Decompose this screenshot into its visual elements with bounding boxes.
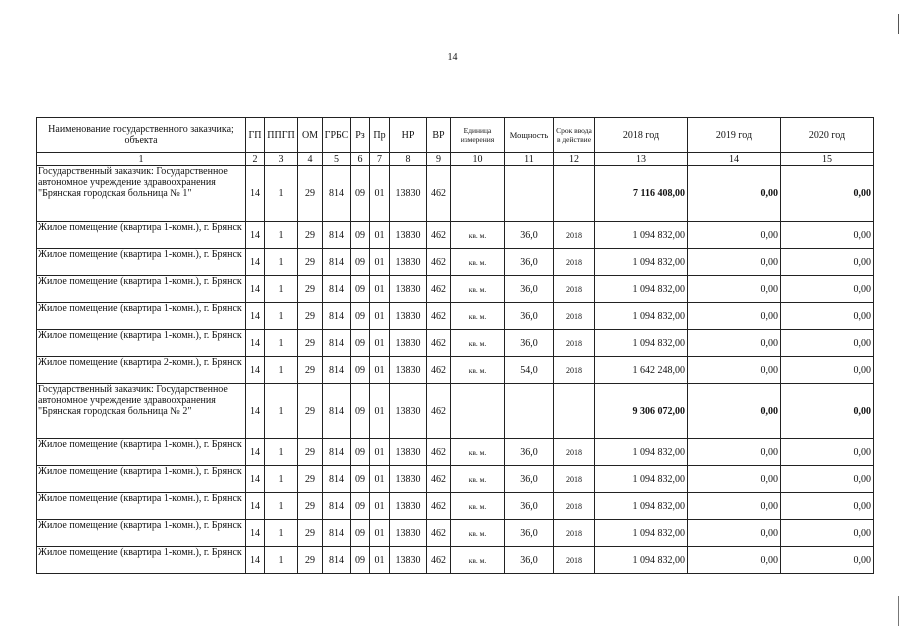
header-grbs: ГРБС [323, 118, 351, 153]
om-cell: 29 [298, 520, 323, 547]
om-cell: 29 [298, 439, 323, 466]
table-row [37, 466, 874, 493]
vr-cell: 462 [427, 249, 451, 276]
nr-cell: 13830 [390, 249, 427, 276]
object-name-cell: Жилое помещение (квартира 1-комн.), г. Брянск [37, 276, 246, 303]
nr-cell: 13830 [390, 222, 427, 249]
object-name-cell: Жилое помещение (квартира 1-комн.), г. Брянск [37, 439, 246, 466]
header-rz: Рз [351, 118, 370, 153]
ppgp-cell: 1 [265, 520, 298, 547]
rz-cell: 09 [351, 493, 370, 520]
table-row [37, 276, 874, 303]
object-name-cell: Жилое помещение (квартира 1-комн.), г. Брянск [37, 249, 246, 276]
header-name: Наименование государственного заказчика; объекта [37, 118, 246, 153]
grbs-cell: 814 [323, 466, 351, 493]
column-number-cell: 14 [688, 153, 781, 166]
pr-cell: 01 [370, 222, 390, 249]
vr-cell: 462 [427, 222, 451, 249]
amount-2020-cell: 0,00 [781, 466, 874, 493]
gp-cell: 14 [246, 357, 265, 384]
scan-edge-mark-bottom [898, 596, 899, 626]
table-row [37, 493, 874, 520]
rz-cell: 09 [351, 357, 370, 384]
rz-cell: 09 [351, 520, 370, 547]
rz-cell: 09 [351, 466, 370, 493]
om-cell: 29 [298, 222, 323, 249]
ppgp-cell: 1 [265, 493, 298, 520]
grbs-cell: 814 [323, 249, 351, 276]
object-name-cell: Жилое помещение (квартира 1-комн.), г. Брянск [37, 547, 246, 574]
ppgp-cell: 1 [265, 166, 298, 222]
amount-2020-cell: 0,00 [781, 493, 874, 520]
pr-cell: 01 [370, 303, 390, 330]
header-commission-term: Срок ввода в действие [554, 118, 595, 153]
grbs-cell: 814 [323, 493, 351, 520]
column-number-cell: 2 [246, 153, 265, 166]
ppgp-cell: 1 [265, 466, 298, 493]
unit-cell [451, 166, 505, 222]
amount-2020-cell: 0,00 [781, 166, 874, 222]
unit-cell: кв. м. [451, 547, 505, 574]
customer-group-row [37, 166, 874, 222]
amount-2019-cell: 0,00 [688, 276, 781, 303]
ppgp-cell: 1 [265, 357, 298, 384]
column-number-cell: 7 [370, 153, 390, 166]
capacity-cell: 54,0 [505, 357, 554, 384]
amount-2020-cell: 0,00 [781, 303, 874, 330]
object-name-cell: Жилое помещение (квартира 1-комн.), г. Брянск [37, 303, 246, 330]
om-cell: 29 [298, 357, 323, 384]
header-2019: 2019 год [688, 118, 781, 153]
ppgp-cell: 1 [265, 276, 298, 303]
header-gp: ГП [246, 118, 265, 153]
amount-2020-cell: 0,00 [781, 222, 874, 249]
table-row [37, 357, 874, 384]
ppgp-cell: 1 [265, 439, 298, 466]
unit-cell: кв. м. [451, 357, 505, 384]
unit-cell: кв. м. [451, 330, 505, 357]
unit-cell: кв. м. [451, 303, 505, 330]
amount-2019-cell: 0,00 [688, 520, 781, 547]
om-cell: 29 [298, 466, 323, 493]
vr-cell: 462 [427, 384, 451, 439]
amount-2020-cell: 0,00 [781, 276, 874, 303]
customer-group-row [37, 384, 874, 439]
unit-cell: кв. м. [451, 439, 505, 466]
pr-cell: 01 [370, 384, 390, 439]
gp-cell: 14 [246, 466, 265, 493]
amount-2018-cell: 1 094 832,00 [595, 303, 688, 330]
vr-cell: 462 [427, 330, 451, 357]
amount-2020-cell: 0,00 [781, 330, 874, 357]
amount-2018-cell: 1 094 832,00 [595, 330, 688, 357]
capacity-cell: 36,0 [505, 466, 554, 493]
rz-cell: 09 [351, 276, 370, 303]
commission-year-cell [554, 384, 595, 439]
header-ppgp: ППГП [265, 118, 298, 153]
rz-cell: 09 [351, 166, 370, 222]
amount-2020-cell: 0,00 [781, 249, 874, 276]
capacity-cell: 36,0 [505, 547, 554, 574]
grbs-cell: 814 [323, 303, 351, 330]
nr-cell: 13830 [390, 303, 427, 330]
amount-2019-cell: 0,00 [688, 222, 781, 249]
table-row [37, 249, 874, 276]
gp-cell: 14 [246, 166, 265, 222]
amount-2019-cell: 0,00 [688, 466, 781, 493]
commission-year-cell: 2018 [554, 520, 595, 547]
rz-cell: 09 [351, 222, 370, 249]
amount-2019-cell: 0,00 [688, 547, 781, 574]
om-cell: 29 [298, 249, 323, 276]
amount-2018-cell: 1 094 832,00 [595, 439, 688, 466]
grbs-cell: 814 [323, 520, 351, 547]
grbs-cell: 814 [323, 166, 351, 222]
pr-cell: 01 [370, 330, 390, 357]
om-cell: 29 [298, 384, 323, 439]
pr-cell: 01 [370, 276, 390, 303]
om-cell: 29 [298, 303, 323, 330]
pr-cell: 01 [370, 493, 390, 520]
amount-2018-cell: 7 116 408,00 [595, 166, 688, 222]
header-nr: НР [390, 118, 427, 153]
commission-year-cell: 2018 [554, 466, 595, 493]
capacity-cell: 36,0 [505, 249, 554, 276]
amount-2020-cell: 0,00 [781, 547, 874, 574]
unit-cell: кв. м. [451, 493, 505, 520]
capacity-cell [505, 166, 554, 222]
table-row [37, 520, 874, 547]
vr-cell: 462 [427, 520, 451, 547]
gp-cell: 14 [246, 384, 265, 439]
amount-2018-cell: 1 094 832,00 [595, 520, 688, 547]
nr-cell: 13830 [390, 547, 427, 574]
rz-cell: 09 [351, 303, 370, 330]
table-row [37, 330, 874, 357]
om-cell: 29 [298, 330, 323, 357]
gp-cell: 14 [246, 330, 265, 357]
object-name-cell: Жилое помещение (квартира 1-комн.), г. Брянск [37, 493, 246, 520]
amount-2018-cell: 1 094 832,00 [595, 249, 688, 276]
rz-cell: 09 [351, 330, 370, 357]
vr-cell: 462 [427, 466, 451, 493]
header-unit: Единица измерения [451, 118, 505, 153]
capacity-cell: 36,0 [505, 493, 554, 520]
object-name-cell: Жилое помещение (квартира 1-комн.), г. Брянск [37, 222, 246, 249]
vr-cell: 462 [427, 303, 451, 330]
amount-2019-cell: 0,00 [688, 166, 781, 222]
unit-cell: кв. м. [451, 249, 505, 276]
commission-year-cell: 2018 [554, 493, 595, 520]
scan-edge-mark [898, 14, 899, 34]
budget-table [36, 117, 874, 574]
amount-2020-cell: 0,00 [781, 439, 874, 466]
commission-year-cell [554, 166, 595, 222]
pr-cell: 01 [370, 439, 390, 466]
commission-year-cell: 2018 [554, 330, 595, 357]
amount-2019-cell: 0,00 [688, 303, 781, 330]
ppgp-cell: 1 [265, 222, 298, 249]
commission-year-cell: 2018 [554, 249, 595, 276]
pr-cell: 01 [370, 249, 390, 276]
amount-2018-cell: 1 642 248,00 [595, 357, 688, 384]
grbs-cell: 814 [323, 357, 351, 384]
header-2018: 2018 год [595, 118, 688, 153]
object-name-cell: Государственный заказчик: Государственное автономное учреждение здравоохранения "Брянская городская больница № 2" [37, 384, 246, 439]
table-row [37, 303, 874, 330]
amount-2019-cell: 0,00 [688, 357, 781, 384]
vr-cell: 462 [427, 547, 451, 574]
table-row [37, 222, 874, 249]
column-number-cell: 8 [390, 153, 427, 166]
amount-2018-cell: 9 306 072,00 [595, 384, 688, 439]
rz-cell: 09 [351, 249, 370, 276]
column-number-cell: 11 [505, 153, 554, 166]
gp-cell: 14 [246, 547, 265, 574]
gp-cell: 14 [246, 276, 265, 303]
nr-cell: 13830 [390, 330, 427, 357]
capacity-cell: 36,0 [505, 330, 554, 357]
column-number-cell: 12 [554, 153, 595, 166]
column-number-cell: 5 [323, 153, 351, 166]
object-name-cell: Жилое помещение (квартира 1-комн.), г. Брянск [37, 330, 246, 357]
amount-2019-cell: 0,00 [688, 384, 781, 439]
rz-cell: 09 [351, 439, 370, 466]
amount-2019-cell: 0,00 [688, 249, 781, 276]
grbs-cell: 814 [323, 439, 351, 466]
column-number-cell: 9 [427, 153, 451, 166]
pr-cell: 01 [370, 520, 390, 547]
om-cell: 29 [298, 166, 323, 222]
pr-cell: 01 [370, 166, 390, 222]
grbs-cell: 814 [323, 547, 351, 574]
capacity-cell: 36,0 [505, 222, 554, 249]
gp-cell: 14 [246, 520, 265, 547]
column-number-cell: 3 [265, 153, 298, 166]
table-body [37, 166, 874, 574]
commission-year-cell: 2018 [554, 276, 595, 303]
commission-year-cell: 2018 [554, 222, 595, 249]
nr-cell: 13830 [390, 466, 427, 493]
gp-cell: 14 [246, 222, 265, 249]
commission-year-cell: 2018 [554, 547, 595, 574]
object-name-cell: Жилое помещение (квартира 2-комн.), г. Брянск [37, 357, 246, 384]
rz-cell: 09 [351, 547, 370, 574]
column-number-cell: 4 [298, 153, 323, 166]
pr-cell: 01 [370, 547, 390, 574]
om-cell: 29 [298, 547, 323, 574]
gp-cell: 14 [246, 249, 265, 276]
pr-cell: 01 [370, 466, 390, 493]
gp-cell: 14 [246, 439, 265, 466]
amount-2019-cell: 0,00 [688, 330, 781, 357]
unit-cell [451, 384, 505, 439]
header-om: ОМ [298, 118, 323, 153]
ppgp-cell: 1 [265, 547, 298, 574]
capacity-cell [505, 384, 554, 439]
amount-2018-cell: 1 094 832,00 [595, 466, 688, 493]
column-number-cell: 15 [781, 153, 874, 166]
grbs-cell: 814 [323, 276, 351, 303]
ppgp-cell: 1 [265, 330, 298, 357]
ppgp-cell: 1 [265, 303, 298, 330]
vr-cell: 462 [427, 276, 451, 303]
pr-cell: 01 [370, 357, 390, 384]
vr-cell: 462 [427, 166, 451, 222]
gp-cell: 14 [246, 493, 265, 520]
ppgp-cell: 1 [265, 384, 298, 439]
object-name-cell: Государственный заказчик: Государственное автономное учреждение здравоохранения "Брянская городская больница № 1" [37, 166, 246, 222]
capacity-cell: 36,0 [505, 439, 554, 466]
amount-2020-cell: 0,00 [781, 520, 874, 547]
om-cell: 29 [298, 276, 323, 303]
amount-2018-cell: 1 094 832,00 [595, 547, 688, 574]
header-vr: ВР [427, 118, 451, 153]
unit-cell: кв. м. [451, 466, 505, 493]
object-name-cell: Жилое помещение (квартира 1-комн.), г. Брянск [37, 520, 246, 547]
column-number-cell: 13 [595, 153, 688, 166]
header-row [37, 118, 874, 153]
amount-2018-cell: 1 094 832,00 [595, 222, 688, 249]
commission-year-cell: 2018 [554, 439, 595, 466]
grbs-cell: 814 [323, 384, 351, 439]
header-2020: 2020 год [781, 118, 874, 153]
amount-2018-cell: 1 094 832,00 [595, 493, 688, 520]
nr-cell: 13830 [390, 384, 427, 439]
header-pr: Пр [370, 118, 390, 153]
grbs-cell: 814 [323, 330, 351, 357]
vr-cell: 462 [427, 357, 451, 384]
vr-cell: 462 [427, 439, 451, 466]
page-number: 14 [447, 52, 458, 63]
amount-2018-cell: 1 094 832,00 [595, 276, 688, 303]
unit-cell: кв. м. [451, 222, 505, 249]
vr-cell: 462 [427, 493, 451, 520]
nr-cell: 13830 [390, 493, 427, 520]
header-capacity: Мощность [505, 118, 554, 153]
commission-year-cell: 2018 [554, 357, 595, 384]
capacity-cell: 36,0 [505, 520, 554, 547]
om-cell: 29 [298, 493, 323, 520]
gp-cell: 14 [246, 303, 265, 330]
amount-2020-cell: 0,00 [781, 384, 874, 439]
grbs-cell: 814 [323, 222, 351, 249]
nr-cell: 13830 [390, 520, 427, 547]
object-name-cell: Жилое помещение (квартира 1-комн.), г. Брянск [37, 466, 246, 493]
table-row [37, 547, 874, 574]
column-number-cell: 1 [37, 153, 246, 166]
nr-cell: 13830 [390, 276, 427, 303]
commission-year-cell: 2018 [554, 303, 595, 330]
amount-2019-cell: 0,00 [688, 439, 781, 466]
ppgp-cell: 1 [265, 249, 298, 276]
amount-2020-cell: 0,00 [781, 357, 874, 384]
nr-cell: 13830 [390, 357, 427, 384]
column-number-row [37, 153, 874, 166]
unit-cell: кв. м. [451, 520, 505, 547]
capacity-cell: 36,0 [505, 276, 554, 303]
unit-cell: кв. м. [451, 276, 505, 303]
nr-cell: 13830 [390, 439, 427, 466]
column-number-cell: 6 [351, 153, 370, 166]
column-number-cell: 10 [451, 153, 505, 166]
rz-cell: 09 [351, 384, 370, 439]
nr-cell: 13830 [390, 166, 427, 222]
amount-2019-cell: 0,00 [688, 493, 781, 520]
table-row [37, 439, 874, 466]
capacity-cell: 36,0 [505, 303, 554, 330]
